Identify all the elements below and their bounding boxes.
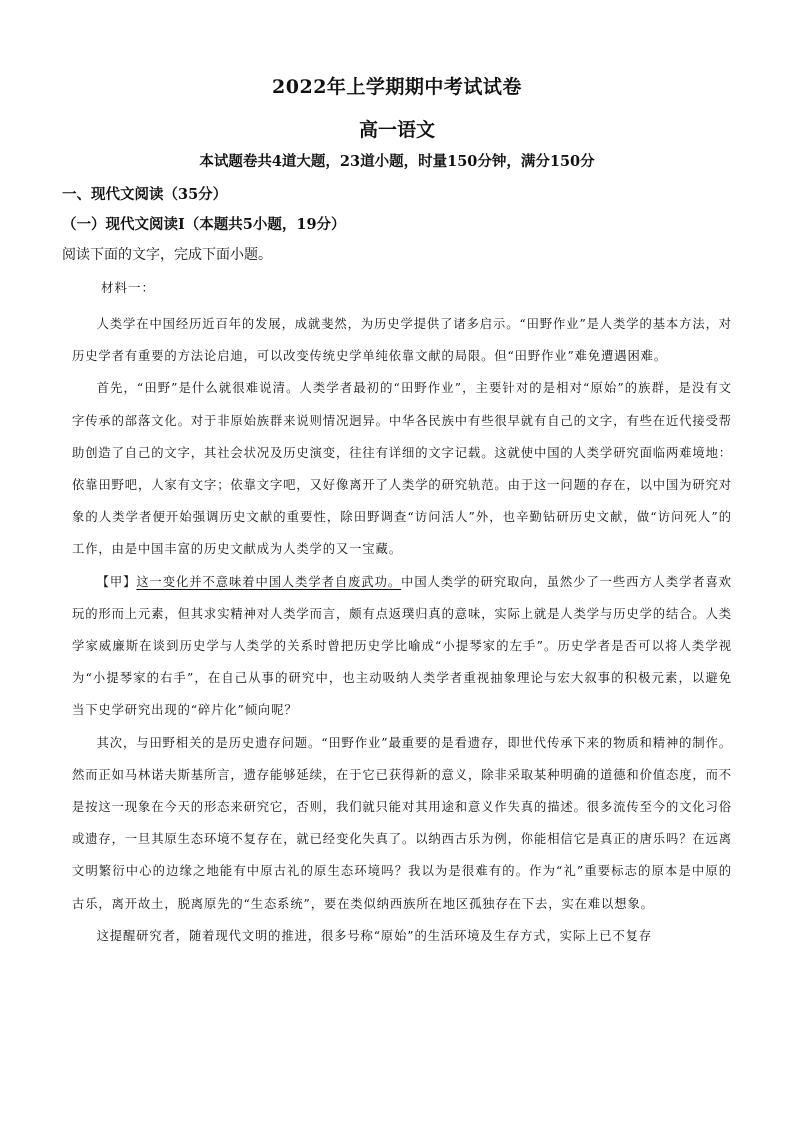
exam-subject: 高一语文 — [358, 119, 435, 141]
exam-info: 本试题卷共4道大题，23道小题，时量150分钟，满分150分 — [199, 153, 595, 170]
paragraph: 其次，与田野相关的是历史遗存问题。“田野作业”最重要的是看遗存，即世代传承下来的物质和精神的制作。然而正如马林诺夫斯基所言，遗存能够延续，在于它已获得新的意义，除非采取某种明确的道德和价值态度，而不是按这一现象在今天的形态来研究它，否则，我们就只能对其用途和意义作失真的描述。很多流传至今的文化习俗或遗存，一旦其原生态环境不复存在，就已经变化失真了。以纳西古乐为例，你能相信它是真正的唐乐吗？在远离文明繁衍中心的边缘之地能有中原古礼的原生态环境吗？我以为是很难有的。作为“礼”重要标志的原本是中原的古乐，离开故土，脱离原先的“生态系统”，要在类似纳西族所在地区孤独存在下去，实在难以想象。 — [72, 735, 732, 911]
paragraph — [72, 566, 732, 727]
subsection-heading: （一）现代文阅读Ⅰ（本题共5小题，19分） — [62, 216, 346, 233]
marker-jia: 【甲】 — [96, 574, 137, 589]
underlined-sentence: 这一变化并不意味着中国人类学者自废武功。 — [136, 574, 402, 589]
section-heading: 一、现代文阅读（35分） — [62, 186, 228, 203]
paragraph: 首先，“田野”是什么就很难说清。人类学者最初的“田野作业”，主要针对的是相对“原始”的族群，是没有文字传承的部落文化。对于非原始族群来说则情况迥异。中华各民族中有些很早就有自己的文字，有些在近代接受帮助创造了自己的文字，其社会状况及历史演变，往往有详细的文字记载。这就使中国的人类学研究面临两难境地：依靠田野吧，人家有文字；依靠文字吧，又好像离开了人类学的研究轨范。由于这一问题的存在，以中国为研究对象的人类学者便开始强调历史文献的重要性，除田野调查“访问活人”外，也辛勤钻研历史文献，做“访问死人”的工作，由是中国丰富的历史文献成为人类学的又一宝藏。 — [72, 381, 732, 557]
reading-passage — [72, 308, 732, 952]
material-label: 材料一： — [101, 280, 156, 295]
paragraph-text: 中国人类学的研究取向，虽然少了一些西方人类学者喜欢玩的形而上元素，但其求实精神对人类学而言，颇有点返璞归真的意味，实际上就是人类学与历史学的结合。人类学家威廉斯在谈到历史学与人类学的关系时曾把历史学比喻成“小提琴家的左手”。历史学者是否可以将人类学视为“小提琴家的右手”，在自己从事的研究中，也主动吸纳人类学者重视抽象理论与宏大叙事的积极元素，以避免当下史学研究出现的“碎片化”倾向呢？ — [72, 574, 732, 718]
exam-title: 2022年上学期期中考试试卷 — [272, 76, 522, 98]
paragraph: 这提醒研究者，随着现代文明的推进，很多号称“原始”的生活环境及生存方式，实际上已不复存 — [96, 928, 653, 943]
paragraph: 人类学在中国经历近百年的发展，成就斐然，为历史学提供了诸多启示。“田野作业”是人类学的基本方法，对历史学者有重要的方法论启迪，可以改变传统史学单纯依靠文献的局限。但“田野作业”难免遭遇困难。 — [72, 317, 732, 364]
instruction: 阅读下面的文字，完成下面小题。 — [62, 247, 272, 263]
